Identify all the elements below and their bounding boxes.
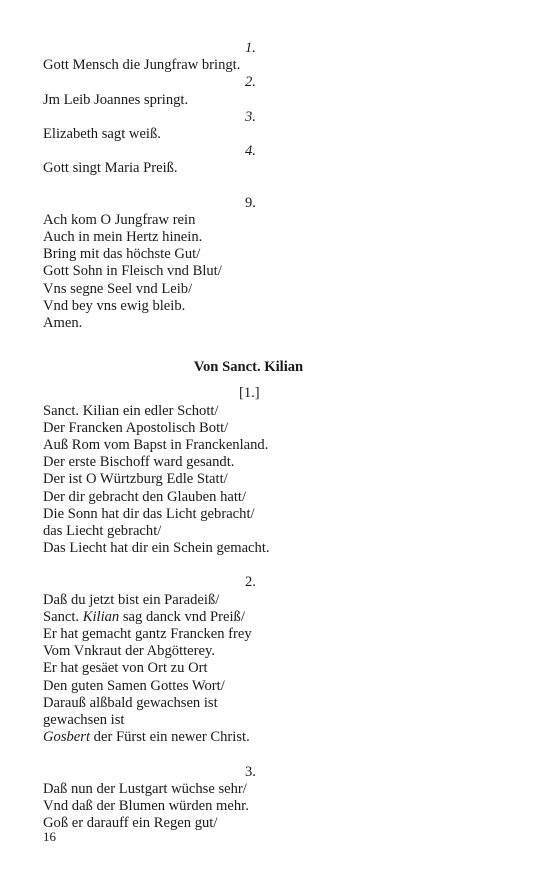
page-number: 16: [43, 829, 56, 844]
stanza-number: 2.: [245, 574, 256, 591]
verse-line: Der dir gebracht den Glauben hatt/: [43, 488, 247, 505]
person-name: Gosbert: [43, 729, 91, 746]
verse-line: das Liecht gebracht/: [43, 522, 162, 539]
verse-line: Der Francken Apostolisch Bott/: [43, 419, 229, 436]
verse-line: Daß du jetzt bist ein Paradeiß/: [43, 591, 220, 608]
verse-line: Auß Rom vom Bapst in Franckenland.: [43, 436, 269, 453]
verse-line: gewachsen ist: [43, 711, 125, 728]
verse-line: Bring mit das höchste Gut/: [43, 246, 201, 263]
verse-line: Die Sonn hat dir das Licht gebracht/: [43, 505, 255, 522]
stanza-number: [1.]: [239, 385, 260, 402]
verse-line: Goß er darauff ein Regen gut/: [43, 815, 218, 832]
verse-text: Sanct.: [43, 608, 83, 625]
verse-line: Ach kom O Jungfraw rein: [43, 211, 196, 228]
verse-line: Auch in mein Hertz hinein.: [43, 229, 203, 246]
stanza-number: 3.: [245, 763, 256, 780]
verse-line: [43, 729, 513, 746]
verse-line: Amen.: [43, 315, 83, 331]
verse-line: Darauß alßbald gewachsen ist: [43, 694, 218, 711]
verse-line: Gott singt Maria Preiß.: [43, 160, 178, 177]
verse-text: der Fürst ein newer Christ.: [90, 729, 250, 746]
page-text: [43, 40, 513, 832]
spacer: [43, 178, 513, 195]
verse-line: Jm Leib Joannes springt.: [43, 91, 189, 108]
song-title: Von Sanct. Kilian: [193, 359, 304, 376]
verse-line: Gott Mensch die Jungfraw bringt.: [43, 57, 241, 74]
verse-line: Er hat gemacht gantz Francken frey: [43, 626, 252, 642]
verse-line: Vnd daß der Blumen würden mehr.: [43, 797, 249, 814]
verse-line: Vom Vnkraut der Abgötterey.: [43, 643, 215, 660]
verse-line: Den guten Samen Gottes Wort/: [43, 677, 225, 694]
verse-line: [43, 609, 513, 626]
spacer: [43, 557, 513, 574]
spacer: [43, 332, 513, 349]
verse-line: Das Liecht hat dir ein Schein gemacht.: [43, 540, 270, 557]
verse-number: 2.: [245, 74, 256, 91]
verse-text: sag danck vnd Preiß/: [119, 608, 245, 625]
verse-line: Sanct. Kilian ein edler Schott/: [43, 402, 219, 419]
verse-line: Vnd bey vns ewig bleib.: [43, 297, 186, 314]
spacer: [43, 746, 513, 763]
verse-number: 4.: [245, 143, 256, 160]
verse-number: 3.: [245, 108, 256, 125]
verse-line: Der erste Bischoff ward gesandt.: [43, 454, 235, 471]
verse-number: 1.: [245, 40, 256, 56]
verse-line: Er hat gesäet von Ort zu Ort: [43, 660, 208, 677]
saint-name: Kilian: [82, 608, 120, 625]
stanza-number: 9.: [245, 194, 256, 211]
verse-line: Vns segne Seel vnd Leib/: [43, 280, 193, 297]
verse-line: Der ist O Würtzburg Edle Statt/: [43, 471, 228, 488]
verse-line: Daß nun der Lustgart wüchse sehr/: [43, 780, 247, 797]
verse-line: Elizabeth sagt weiß.: [43, 125, 161, 142]
verse-line: Gott Sohn in Fleisch vnd Blut/: [43, 263, 222, 280]
